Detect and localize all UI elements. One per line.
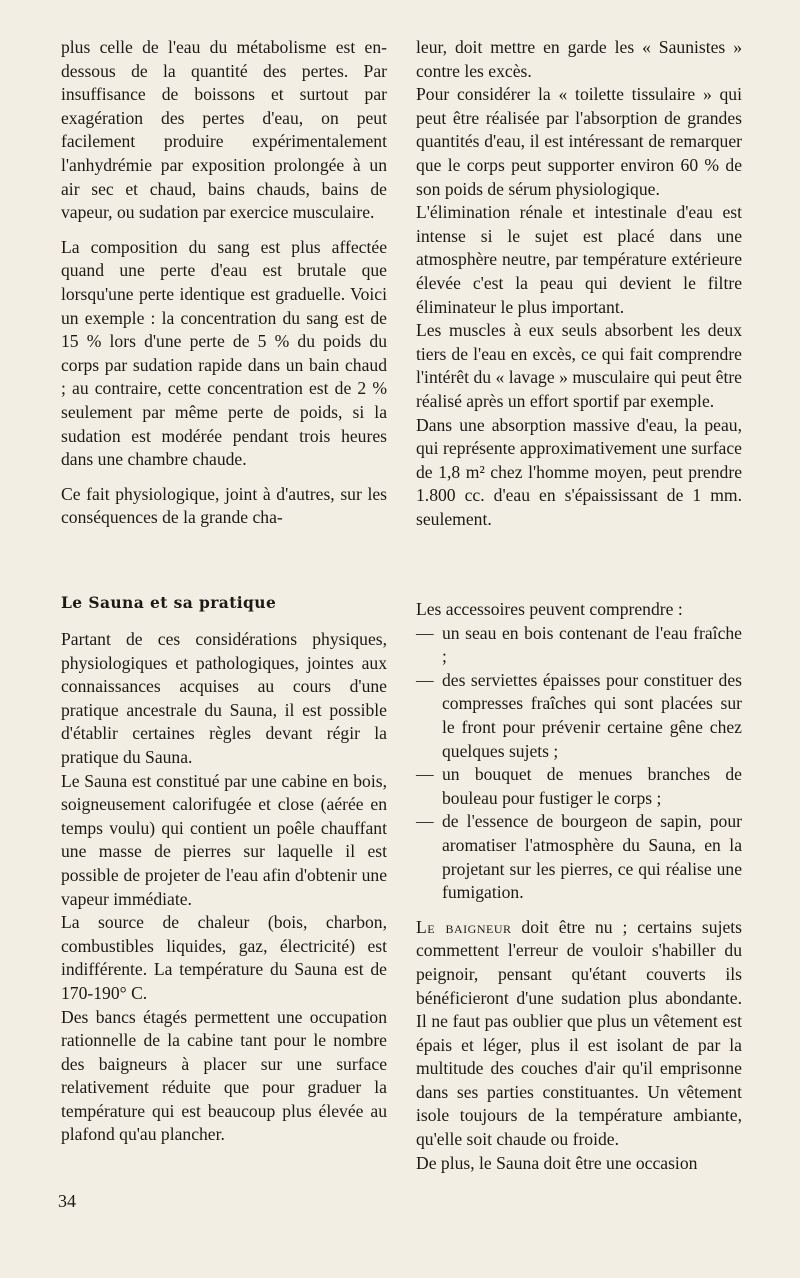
dash-marker: —	[416, 622, 434, 643]
accessory-text: de l'essence de bourgeon de sapin, pour aromatiser l'atmosphère du Sauna, en la projetant sur les pierres, ce qui réalise une fumigation.	[442, 811, 742, 903]
paragraph: Ce fait physiologique, joint à d'autres, sur les conséquences de la grande cha-	[61, 483, 387, 528]
accessory-text: un bouquet de menues branches de bouleau pour fustiger le corps ;	[442, 764, 742, 808]
paragraph: L'élimination rénale et intestinale d'eau est intense si le sujet est placé dans une atmosphère neutre, par température extérieure élevée c'est la peau qui devient le filtre éliminateur le plus important.	[416, 202, 742, 317]
dash-marker: —	[416, 811, 434, 832]
paragraph: Des bancs étagés permettent une occupation rationnelle de la cabine tant pour le nombre des baigneurs à placer sur une surface relativement réduite que pour graduer la température qui est beaucoup plus élevée au plafond qu'au plancher.	[61, 1006, 387, 1145]
paragraph	[416, 916, 742, 1152]
accessory-item	[416, 622, 742, 669]
accessories-intro: Les accessoires peuvent comprendre :	[416, 599, 683, 619]
paragraph: Dans une absorption massive d'eau, la peau, qui représente approximativement une surface de 1,8 m² chez l'homme moyen, peut prendre 1.800 cc. d'eau en s'épaississant de 1 mm. seulement.	[416, 414, 742, 529]
paragraph: La composition du sang est plus affectée quand une perte d'eau est brutale que lorsqu'une perte identique est graduelle. Voici un exemple : la concentration du sang est de 15 % lors d'une perte de 5 % du poids du corps par sudation rapide dans un bain chaud ; au contraire, cette concentration est de 2 % seulement par même perte de poids, si la sudation est modérée pendant trois heures dans une chambre chaude.	[61, 236, 387, 470]
lead-word: Le baigneur	[416, 916, 512, 937]
paragraph: plus celle de l'eau du métabolisme est en-dessous de la quantité des pertes. Par insuffisance de boissons et surtout par exagération des pertes d'eau, on peut facilement produire expérimentalement l'anhydrémie par exposition prolongée à un air sec et chaud, bains chauds, bains de vapeur, ou sudation par exercice musculaire.	[61, 37, 387, 223]
column-top-left	[61, 36, 387, 530]
accessory-item	[416, 763, 742, 810]
paragraph: Partant de ces considérations physiques, physiologiques et pathologiques, jointes aux connaissances acquises au cours d'une pratique ancestrale du Sauna, il est possible d'établir certaines règles devant régir la pratique du Sauna.	[61, 629, 387, 767]
accessory-item	[416, 669, 742, 763]
dash-marker: —	[416, 764, 434, 785]
paragraph-text: doit être nu ; certains sujets commettent l'erreur de vouloir s'habiller du peignoir, pensant qu'étant couverts ils bénéficieront d'une sudation plus abondante. Il ne faut pas oublier que plus un vêtement est épais et léger, plus il est isolant de par la multitude des couches d'air qu'il emprisonne dans ses parties constituantes. Un vêtement isole toujours de la température ambiante, qu'elle soit chaude ou froide.	[416, 916, 742, 1150]
paragraph: Pour considérer la « toilette tissulaire » qui peut être réalisée par l'absorption de grandes quantités d'eau, il est intéressant de remarquer que le corps peut supporter environ 60 % de son poids de sérum physiologique.	[416, 84, 742, 199]
paragraph: De plus, le Sauna doit être une occasion	[416, 1152, 698, 1173]
dash-marker: —	[416, 669, 434, 690]
section-heading: Le Sauna et sa pratique	[61, 593, 277, 612]
column-top-right	[416, 36, 742, 531]
column-bottom-left	[61, 592, 387, 1147]
paragraph: Les muscles à eux seuls absorbent les deux tiers de l'eau en excès, ce qui fait comprendre l'intérêt du « lavage » musculaire qui peut être réalisé après un effort sportif par exemple.	[416, 320, 742, 411]
paragraph: Le Sauna est constitué par une cabine en bois, soigneusement calorifugée et close (aérée en temps voulu) qui contient un poêle chauffant une masse de pierres sur laquelle il est possible de projeter de l'eau afin d'obtenir une vapeur immédiate.	[61, 770, 387, 909]
paragraph: La source de chaleur (bois, charbon, combustibles liquides, gaz, électricité) est indifférente. La température du Sauna est de 170-190° C.	[61, 912, 387, 1003]
column-bottom-right	[416, 598, 742, 1175]
page-number: 34	[58, 1191, 76, 1211]
accessory-text: des serviettes épaisses pour constituer des compresses fraîches qui sont placées sur le front pour prévenir certaine gêne chez quelques sujets ;	[442, 669, 742, 761]
accessory-text: un seau en bois contenant de l'eau fraîche ;	[442, 622, 742, 667]
accessory-item	[416, 810, 742, 904]
paragraph: leur, doit mettre en garde les « Saunistes » contre les excès.	[416, 37, 742, 81]
